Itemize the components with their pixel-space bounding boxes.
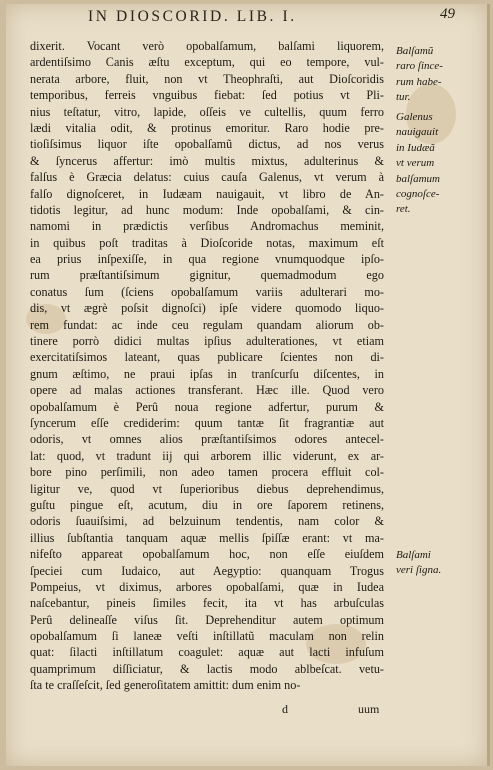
text-line: in quibus poſt traditas à Dioſcoride notas, maximum eſt [30,235,384,250]
catchword: uum [358,702,380,716]
text-line: opobalſamum ſi laneæ veſti inſtillatũ maculam non relin [30,629,384,644]
text-line: tinere porrò didici multas ipſius adulterationes, vt etiam [30,334,384,349]
marginal-note-line: Galenus [396,111,433,123]
text-line: temporibus, ferreis vnguibus fiebat: ſed potius vt Pli- [30,88,384,103]
text-line: odoris ſuauiſsimi, ad belzuinum tendentis, nam color & [30,514,384,529]
marginal-note-line: Balſamũ [396,45,434,57]
text-line: Pompeius, vt diximus, arbores opobalſami, quæ in Iudea [30,579,384,594]
text-line: falſo dignoſceret, in Iudæam nauigauit, vt libro de An- [30,186,384,201]
text-line: nius teſtatur, vitro, lapide, oſſeis ve cultellis, quum ferro [30,104,384,119]
marginal-note-line: rum habe- [396,75,442,88]
marginal-note-line: tur. [396,91,411,104]
marginal-note-line: vt verum [396,157,435,170]
text-line: ea prius inſpexiſſe, in qua regione vnumquodque ipſo- [30,252,384,267]
signature-mark: d [282,702,288,716]
marginal-note-line: veri ſigna. [396,564,442,577]
text-line: quamprimum diſſiciatur, & lactis modo ablbeſcat. vetu- [30,661,384,676]
text-line: nifeſto appareat opobalſamum hoc, non eſſe eiuſdem [30,547,384,562]
text-line: rum præſtantiſsimum gignitur, quemadmodum ego [30,268,384,283]
text-line: & ſyncerus affertur: imò multis mixtus, adulterinus & [30,153,384,168]
text-line: rem fundat: ac inde ceu regulam quandam aliorum ob- [30,317,384,332]
text-line: naſcebantur, pineis ſimiles fecit, ita vt has arbuſculas [30,596,384,611]
text-line: illius ſubſtantia tanquam aquæ mellis ſpiſſæ erant: vt ma- [30,530,384,545]
text-line: conatus ſum (ſciens opobalſamum variis adulterari mo- [30,284,384,299]
marginal-note-line: Balſami [396,549,431,561]
main-text-column [30,38,384,694]
marginal-note-line: nauigauit [396,126,439,139]
text-line: bore pino perſimili, non adeo tamen procera effluit col- [30,465,384,480]
marginal-note-line: balſamum [396,172,440,185]
text-line: Perû delineaſſe viſus ſit. Deprehenditur autem optimum [30,612,384,627]
marginal-note-balsamum-raro [396,44,476,106]
text-line: dis, vt ægrè poſsit dignoſci) ipſe videre quomodo liquo- [30,301,384,316]
text-line: opobalſamum è Perû noua regione adfertur, purum & [30,399,384,414]
marginal-note-line: ret. [396,203,411,216]
text-line: namomi in prædictis verſibus Andromachus meminit, [30,219,384,234]
text-line: quat: ſilacti inſtillatum coagulet: aquæ aut lacti infuſum [30,645,384,660]
text-line: tioſiſsimus liquor iſte opobalſamũ dictus, ad nos verus [30,137,384,152]
marginal-note-line: raro ſince- [396,60,443,73]
text-line: odoris, vt omnes alios præſtantiſsimos odores antecel- [30,432,384,447]
text-line: lædi vitalia odit, & protinus emoritur. Raro hodie pre- [30,120,384,135]
text-line: falſus è Græcia delatus: cuius cauſa Galenus, vt verum à [30,170,384,185]
marginal-note-galenus [396,110,476,218]
page-number: 49 [440,6,455,22]
text-line: exercitatiſsimos lateant, quas publicare ſcientes non di- [30,350,384,365]
text-line: dixerit. Vocant verò opobalſamum, balſami liquorem, [30,39,384,53]
text-line: guſtu pingue eſt, acutum, diu in ore ſaporem retinens, [30,497,384,512]
running-title: IN DIOSCORID. LIB. I. [88,8,297,25]
marginal-note-line: in Iudæã [396,141,435,154]
text-line: ſpeciei cum Iudaico, aut Aegyptio: quanquam Trogus [30,563,384,578]
text-line: nerata arbore, fluit, non vt Theophraſti, aut Dioſcoridis [30,71,384,86]
text-line: opere ad malas actiones transferant. Hæc ille. Quod vero [30,383,384,398]
text-line: tidotis legitur, ad hunc modum: Inde opobalſami, & cin- [30,202,384,217]
text-line: lat: quod, vt tradunt iij qui arborem illic viderunt, ex ar- [30,448,384,463]
text-line: ardentiſsimo Canis æſtu exceptum, qui eo tempore, vul- [30,55,384,70]
marginal-note-balsami-signa [396,548,476,579]
text-line: ſta te craſſeſcit, ſed generoſitatem amittit: dum enim no- [30,678,301,693]
text-line: gnum æſtimo, ne praui ipſas in tranſcurſu diſcentes, in [30,366,384,381]
text-line: ligitur ve, quod vt ſuperioribus diebus deprehendimus, [30,481,384,496]
marginal-note-line: cognoſce- [396,188,440,201]
text-line: ſyncerum eſſe crediderim: quum tantæ ſit fragrantiæ aut [30,415,384,430]
